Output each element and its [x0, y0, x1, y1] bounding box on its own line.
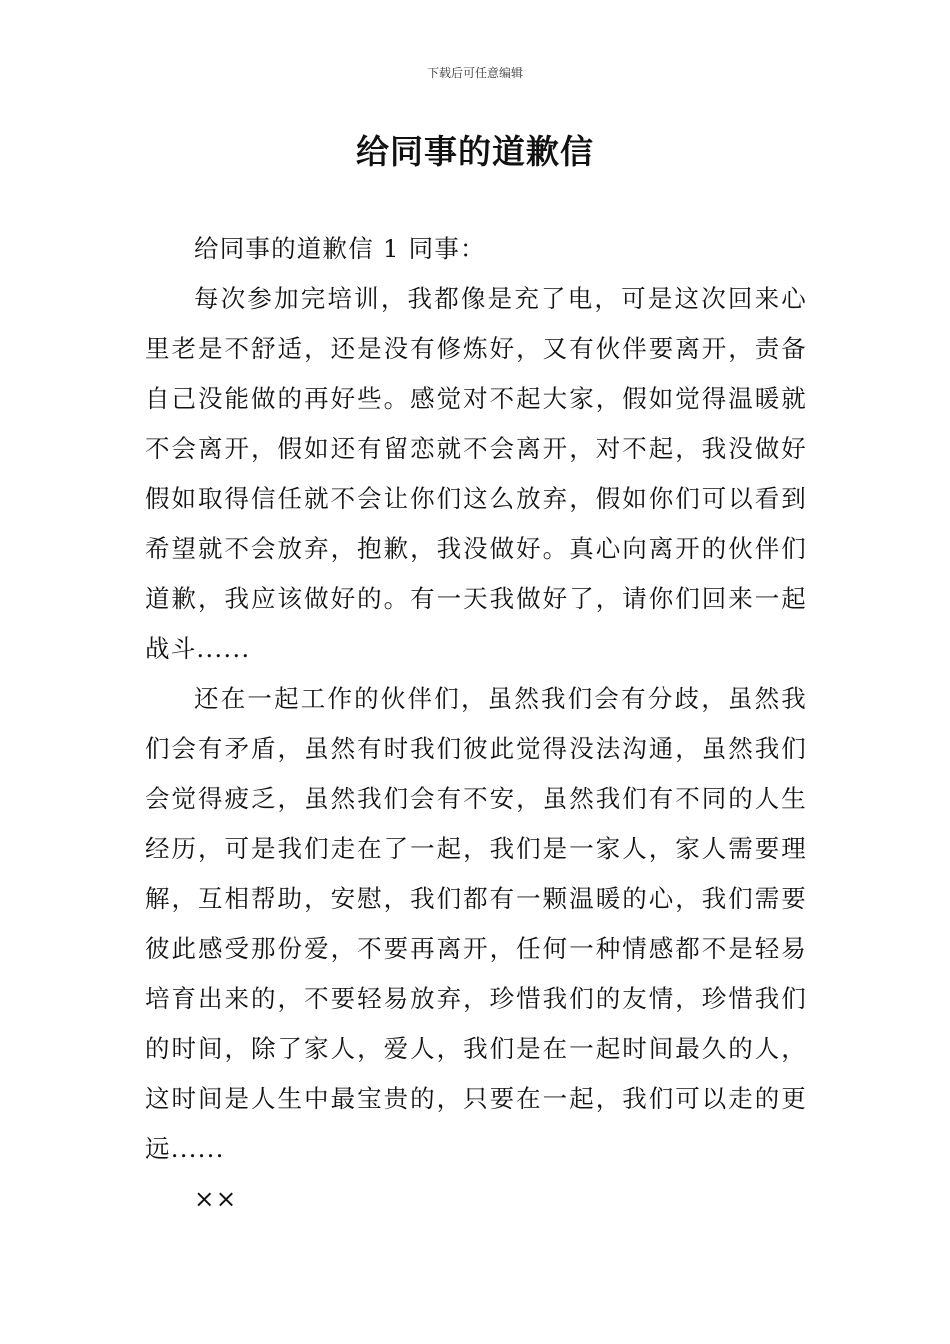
header-note: 下载后可任意编辑: [426, 66, 523, 80]
body-paragraph-1: 每次参加完培训，我都像是充了电，可是这次回来心里老是不舒适，还是没有修炼好，又有伙伴要离开，责备自己没能做的再好些。感觉对不起大家，假如觉得温暖就不会离开，假如还有留恋就不会离开，对不起，我没做好假如取得信任就不会让你们这么放弃，假如你们可以看到希望就不会放弃，抱歉，我没做好。真心向离开的伙伴们道歉，我应该做好的。有一天我做好了，请你们回来一起战斗......: [145, 284, 807, 663]
salutation-paragraph: 给同事的道歉信 1 同事：: [194, 234, 486, 263]
signature-paragraph: ××: [194, 1184, 238, 1213]
body-paragraph-2: 还在一起工作的伙伴们，虽然我们会有分歧，虽然我们会有矛盾，虽然有时我们彼此觉得没法沟通，虽然我们会觉得疲乏，虽然我们会有不安，虽然我们有不同的人生经历，可是我们走在了一起，我们是一家人，家人需要理解，互相帮助，安慰，我们都有一颗温暖的心，我们需要彼此感受那份爱，不要再离开，任何一种情感都不是轻易培育出来的，不要轻易放弃，珍惜我们的友情，珍惜我们的时间，除了家人，爱人，我们是在一起时间最久的人，这时间是人生中最宝贵的，只要在一起，我们可以走的更远......: [145, 684, 807, 1163]
document-title: 给同事的道歉信: [356, 132, 594, 171]
letter-body: [145, 224, 807, 1224]
